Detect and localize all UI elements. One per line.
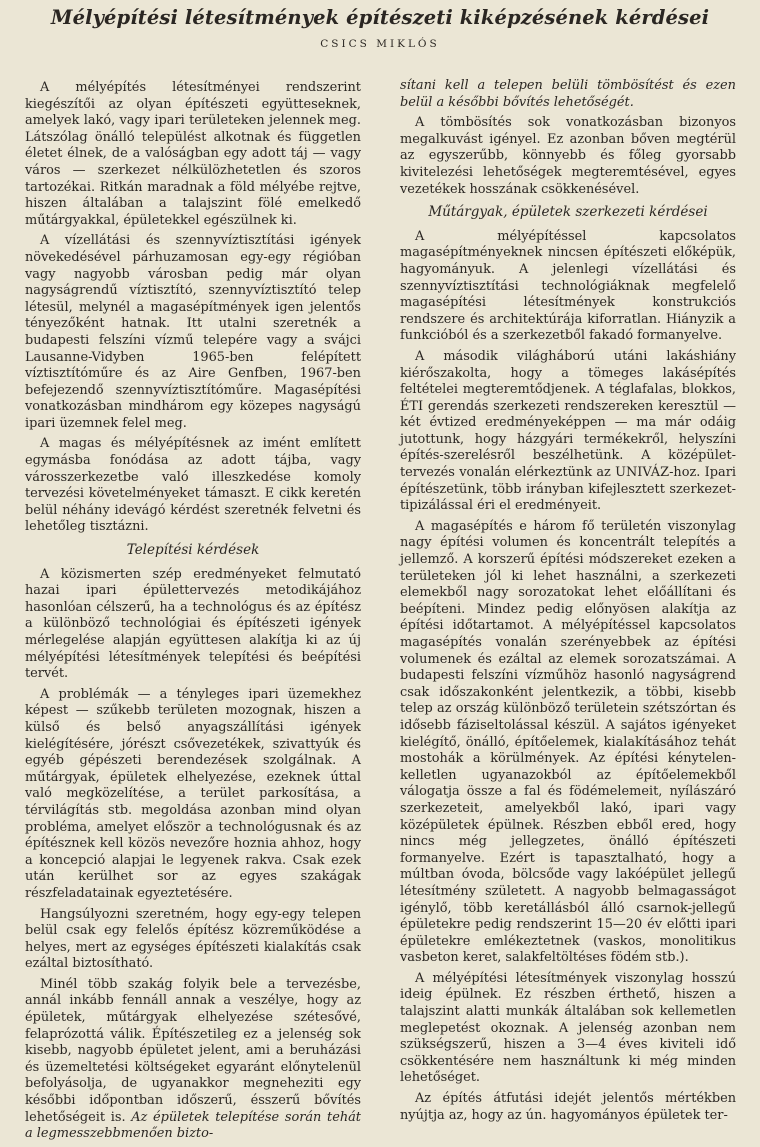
paragraph: Hangsúlyozni szeretném, hogy egy-egy telepen belül csak egy felelős építész közreműködése a helyes, mert az egységes építészeti kialakítás csak ezáltal biztosítható. <box>25 906 361 972</box>
section-heading: Telepítési kérdések <box>126 542 260 559</box>
paragraph: Az építés átfutási idejét jelentős mértékben nyújtja az, hogy az ún. hagyományos épületek ter- <box>400 1091 736 1123</box>
paragraph: A mélyépítési létesítmények viszonylag hosszú ideig épülnek. Ez részben érthető, hiszen a talajszint alatti munkák általában sok kellemetlen meglepetést okoznak. A jelenség azonban nem szükségszerű, hiszen a 3—4 éves kiviteli idő csökkentésére nem használtunk ki még minden lehetőséget. <box>400 970 736 1086</box>
paragraph: A vízellátási és szennyvíztisztítási igények növekedésével párhuzamosan egy-egy régióban vagy nagyobb városban pedig már olyan nagyságrendű víztisztító, szennyvíztisztító telep létesül, melynél a magasépítmények igen jelentős tényezőként hatnak. Itt utalni szeretnék a budapesti felszíni vízmű telepére vagy a svájci Lausanne-Vidyben 1965-ben felépített víztisztítóműre és az Aire Genfben, 1967-ben befejezendő szennyvíztisztítóműre. Magasépítési vonatkozásban mindhárom egy közepes nagyságú ipari üzemnek felel meg. <box>25 233 361 431</box>
paragraph: A magas és mélyépítésnek az imént említett egymásba fonódása az adott tájba, vagy városszerkezetbe való illeszkedése komoly tervezési követelményeket támaszt. E cikk keretén belül néhány idevágó kérdést szeretnék felvetni és lehetőleg tisztázni. <box>25 436 361 535</box>
left-column <box>25 80 361 1147</box>
paragraph: A közismerten szép eredményeket felmutató hazai ipari épülettervezés metodikájához hasonlóan célszerű, ha a technológus és az építész a különböző technológiai és építészeti igények mérlegelése alapján együttesen alakítja ki az új mélyépítési létesítmények telepítési és beépítési tervét. <box>25 566 361 682</box>
article-author: CSICS MIKLÓS <box>320 38 440 50</box>
paragraph <box>25 977 361 1143</box>
paragraph: A problémák — a tényleges ipari üzemekhez képest — szűkebb területen mozognak, hiszen a külső és belső anyagszállítási igények kielégítésére, jórészt csővezetékek, szivattyúk és egyéb gépészeti berendezések szolgálnak. A műtárgyak, épületek elhelyezése, ezeknek úttal való megközelítése, a terület parkosítása, a térvilágítás stb. megoldása azonban mind olyan probléma, amelyet először a technológusnak és az építésznek kell közös nevezőre hoznia ahhoz, hogy a koncepció alapjai le legyenek rakva. Csak ezek után kerülhet sor az egyes szakágak részfeladatainak egyeztetésére. <box>25 686 361 901</box>
paragraph-text: Minél több szakág folyik bele a tervezésbe, annál inkább fennáll annak a veszélye, hogy az épületek, műtárgyak elhelyezése szétesővé, felaprózottá válik. Építészetileg ez a jelenség sok kisebb, nagyobb épületet jelent, ami a beruházási és üzemeltetési költségeket egyaránt előnytelenül befolyásolja, de ugyanakkor megneheziti egy későbbi időpontban időszerű, ésszerű bővítés lehetőségeit is. <box>25 976 361 1125</box>
paragraph: A magasépítés e három fő területén viszonylag nagy építési volumen és koncentrált telepítés a jellemző. A korszerű építési módszereket ezeken a területeken jól ki lehet használni, a szerkezeti elemekből nagy sorozatokat lehet előállítani és beépíteni. Mindez pedig előnyösen alakítja az építési időtartamot. A mélyépítéssel kapcsolatos magasépítés vonalán szerényebbek az építési volumenek és ezáltal az elemek sorozatszámai. A budapesti felszíni vízműhöz hasonló nagyságrend csak időszakonként jelentkezik, a többi, kisebb telep az ország különböző területein szétszórtan és idősebb fáziseltolással készül. A sajátos igényeket kielégítő, önálló, építőelemek, kialakításához tehát mostohák a körülmények. Az építési kénytelen-kelletlen ugyanazokból az építőelemekből válogatja össze a fal és födémelemeit, nyílászáró szerkezeteit, amelyekből lakó, ipari vagy középületek épülnek. Részben ebből ered, hogy nincs még jellegzetes, önálló építészeti formanyelve. Ezért is tapasztalható, hogy a múltban óvoda, bölcsőde vagy lakóépület jellegű létesítmény született. A nagyobb belmagasságot igénylő, több keretállásból álló csarnok-jellegű épületekre pedig rendszerint 15—20 év előtti ipari épületekre emlékeztetnek (vaskos, monolitikus vasbeton keret, salakfeltöltéses födém stb.). <box>400 518 736 966</box>
paragraph-continuation: sítani kell a telepen belüli tömbösítést és ezen belül a későbbi bővítés lehetőségét. <box>400 78 736 110</box>
paragraph: A mélyépítéssel kapcsolatos magasépítményeknek nincsen építészeti előképük, hagyományuk. A jelenlegi vízellátási és szennyvíztisztítási technológiáknak megfelelő magasépítési létesítmények konstrukciós rendszere és architektúrája kiforratlan. Hiányzik a funkcióból és a szerkezetből fakadó formanyelve. <box>400 228 736 344</box>
paragraph: A mélyépítés létesítményei rendszerint kiegészítői az olyan építészeti együtteseknek, amelyek lakó, vagy ipari területeken jelennek meg. Látszólag önálló települést alkotnak és független életet élnek, de a valóságban egy adott táj — vagy város — szerkezet nélkülözhetetlen és szoros tartozékai. Ritkán maradnak a föld mélyébe rejtve, hiszen általában a talajszint fölé emelkedő műtárgyakkal, épületekkel egészülnek ki. <box>25 80 361 228</box>
paragraph: A második világháború utáni lakáshiány kiérőszakolta, hogy a tömeges lakásépítés feltételei megteremtődjenek. A téglafalas, blokkos, ÉTI gerendás szerkezeti rendszereken keresztül — két évtized eredményeképpen — ma már odáig jutottunk, hogy házgyári termékekről, helyszíni építés-szerelésről beszélhetünk. A középület-tervezés vonalán elérkeztünk az UNIVÁZ-hoz. Ipari építészetünk, több irányban kifejlesztett szerkezet-tipizálással éri el eredményeit. <box>400 348 736 514</box>
paragraph: A tömbösítés sok vonatkozásban bizonyos megalkuvást igényel. Ez azonban bőven megtérül az egyszerűbb, könnyebb és főleg gyorsabb kivitelezési lehetőségek megteremtésével, egyes vezetékek hosszának csökkenésével. <box>400 115 736 197</box>
right-column <box>400 78 736 1128</box>
italic-text: Az épületek telepítése során tehát a legmesszebbmenően bizto- <box>25 1109 361 1142</box>
section-heading: Műtárgyak, épületek szerkezeti kérdései <box>428 204 708 221</box>
article-title: Mélyépítési létesítmények építészeti kiképzésének kérdései <box>50 6 710 29</box>
